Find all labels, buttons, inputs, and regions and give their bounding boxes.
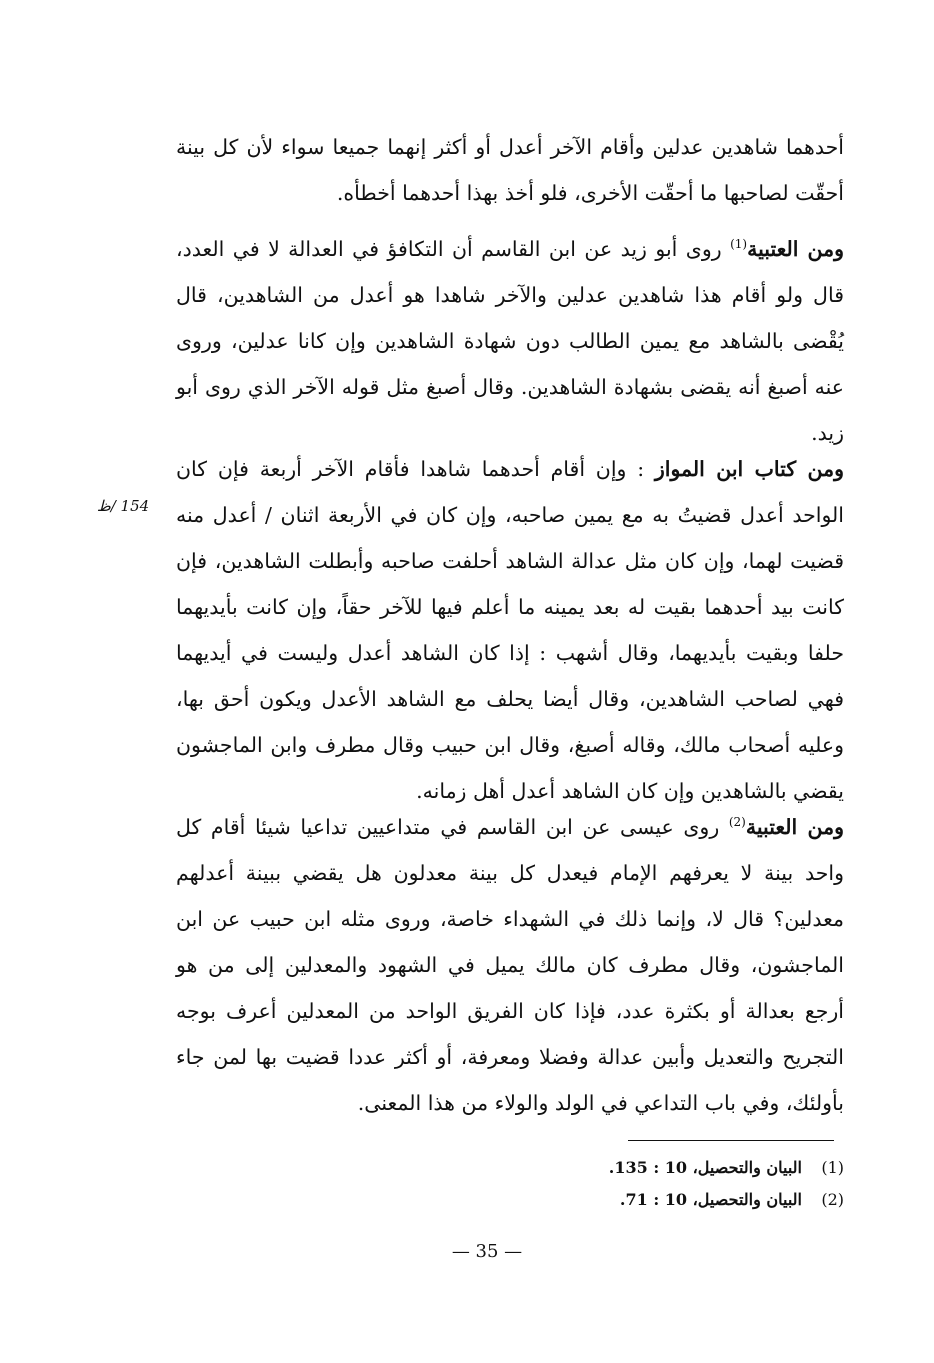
footnote-divider: [628, 1140, 834, 1141]
footnote-number: (2): [821, 1190, 844, 1209]
paragraph-text: روى أبو زيد عن ابن القاسم أن التكافؤ في العدالة لا في العدد، قال ولو أقام هذا شاهدين عدلين والآخر شاهدا هو أعدل من الشاهدين، قال يُقْضى بالشاهد مع يمين الطالب دون شهادة الشاهدين وإن كانا عدلين، وروى عنه أصبغ أنه يقضى بشهادة الشاهدين. وقال أصبغ مثل قوله الآخر الذي روى أبو زيد.: [176, 237, 844, 445]
footnote-item: [500, 1152, 844, 1184]
footnote-text: البيان والتحصيل، 10 : 71.: [619, 1190, 802, 1209]
paragraph-3: [176, 446, 844, 814]
footnote-text: البيان والتحصيل، 10 : 135.: [608, 1158, 802, 1177]
page-number: — 35 —: [451, 1241, 523, 1262]
footnotes: [500, 1152, 844, 1216]
footnote-ref: (2): [728, 815, 746, 830]
paragraph-1: [176, 124, 844, 216]
paragraph-text: : وإن أقام أحدهما شاهدا فأقام الآخر أربعة فإن كان الواحد أعدل قضيتُ به مع يمين صاحبه، وإن كان في الأربعة اثنان / أعدل منه قضيت لهما، وإن كان مثل عدالة الشاهد أحلفت صاحبه وأبطلت الشاهدين، فإن كانت بيد أحدهما بقيت له بعد يمينه ما أعلم فيها للآخر حقاً، وإن كانت بأيديهما حلفا وبقيت بأيديهما، وقال أشهب : إذا كان الشاهد أعدل وليست في أيديهما فهي لصاحب الشاهدين، وقال أيضا يحلف مع الشاهد الأعدل ويكون أحق بها، وعليه أصحاب مالك، وقاله أصبغ، وقال ابن حبيب وقال مطرف وابن الماجشون يقضي بالشاهدين وإن كان الشاهد أعدل أهل زمانه.: [176, 457, 844, 803]
paragraph-text: روى عيسى عن ابن القاسم في متداعيين تداعيا شيئا أقام كل واحد بينة لا يعرفهم الإمام فيعدل كل بينة معدلون هل يقضي ببينة أعدلهم معدلين؟ قال لا، وإنما ذلك في الشهداء خاصة، وروى مثله ابن حبيب عن ابن الماجشون، وقال مطرف كان مالك يميل في الشهود والمعدلين إلى من هو أرجع بعدالة أو بكثرة عدد، فإذا كان الفريق الواحد من المعدلين أعرف بوجه التجريح والتعديل وأبين عدالة وفضلا ومعرفة، أو أكثر عددا قضيت بها لمن جاء بأولئك، وفي باب التداعي في الولد والولاء من هذا المعنى.: [176, 815, 844, 1115]
footnote-item: [500, 1184, 844, 1216]
paragraph-text: أحدهما شاهدين عدلين وأقام الآخر أعدل أو أكثر إنهما جميعا سواء لأن كل بينة أحقّت لصاحبها ما أحقّت الأخرى، فلو أخذ بهذا أحدهما أخطأه.: [176, 135, 844, 205]
paragraph-lead: ومن العتبية: [747, 237, 845, 261]
manuscript-folio-note: 154 /ظ: [96, 497, 150, 515]
footnote-number: (1): [821, 1158, 844, 1177]
footnote-ref: (1): [730, 237, 748, 252]
paragraph-lead: ومن العتبية: [745, 815, 844, 839]
paragraph-lead: ومن كتاب ابن المواز: [654, 457, 844, 481]
paragraph-2: [176, 226, 844, 456]
paragraph-4: [176, 804, 844, 1126]
